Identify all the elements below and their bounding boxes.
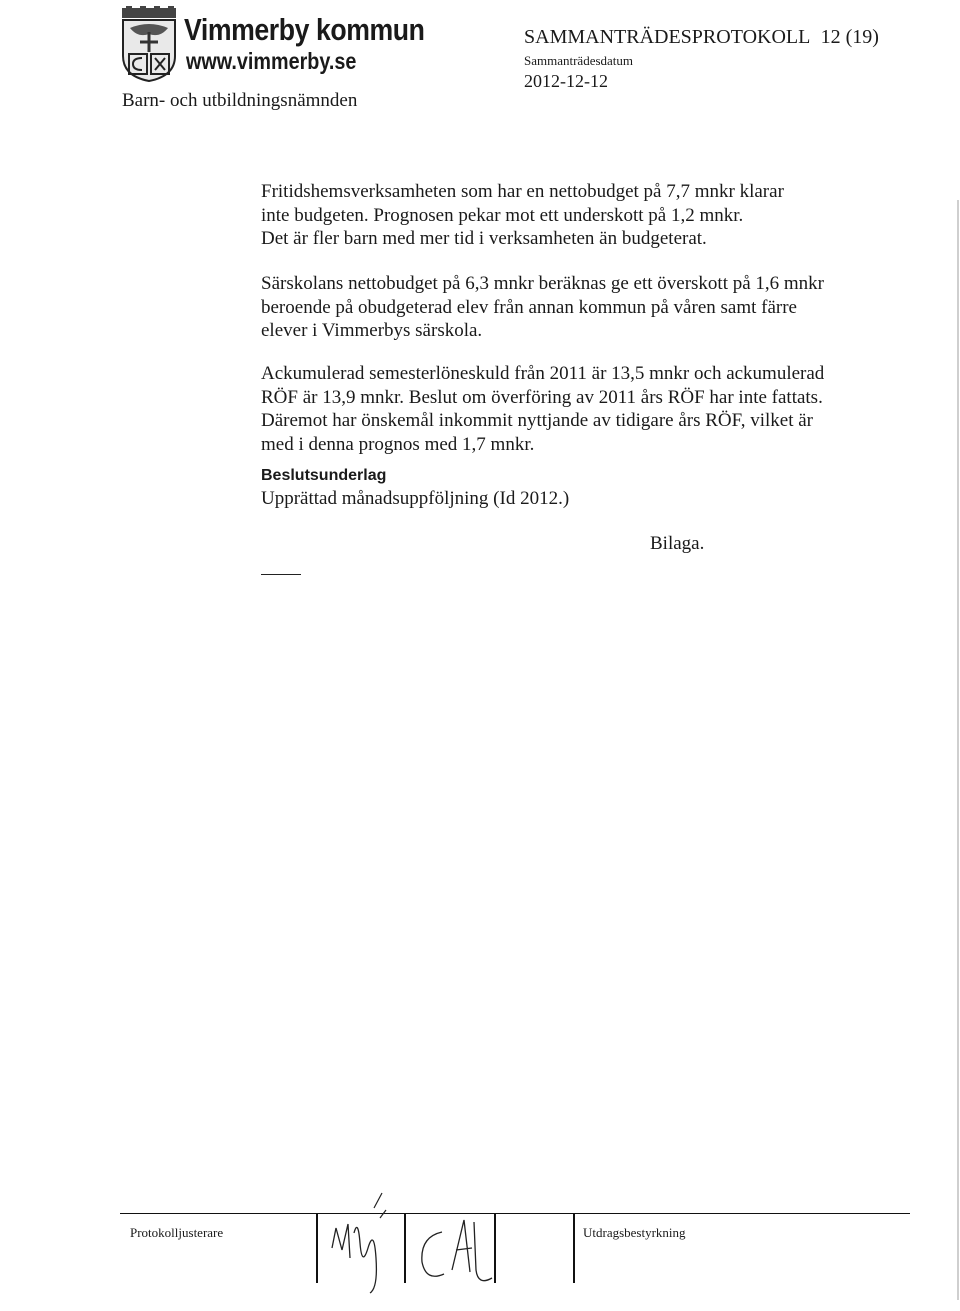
- basis-text: Upprättad månadsuppföljning (Id 2012.): [261, 488, 570, 509]
- org-name: Vimmerby kommun: [184, 12, 425, 47]
- page-number: 12 (19): [820, 26, 879, 48]
- basis-heading: Beslutsunderlag: [261, 467, 387, 484]
- signature-initials-2: [412, 1212, 494, 1292]
- signature-initials-1: [324, 1188, 400, 1298]
- short-divider: [261, 574, 301, 575]
- footer-divider: [120, 1213, 910, 1214]
- footer-adjuster-label: Protokolljusterare: [130, 1225, 224, 1240]
- document-title-text: SAMMANTRÄDESPROTOKOLL: [524, 26, 810, 48]
- committee-name: Barn- och utbildningsnämnden: [122, 90, 358, 111]
- footer-column-divider: [316, 1213, 318, 1283]
- date-label: Sammanträdesdatum: [524, 53, 634, 68]
- text-line: Det är fler barn med mer tid i verksamheten än budgeterat.: [261, 228, 707, 249]
- footer-column-divider: [494, 1213, 496, 1283]
- scan-edge-line: [957, 200, 959, 1300]
- crest-logo: [120, 6, 178, 82]
- text-line: Särskolans nettobudget på 6,3 mnkr beräknas ge ett överskott på 1,6 mnkr: [261, 273, 825, 294]
- footer-certification-label: Utdragsbestyrkning: [583, 1225, 686, 1240]
- text-line: beroende på obudgeterad elev från annan kommun på våren samt färre: [261, 296, 797, 318]
- text-line: inte budgeten. Prognosen pekar mot ett underskott på 1,2 mnkr.: [261, 204, 744, 226]
- text-line: elever i Vimmerbys särskola.: [261, 320, 483, 341]
- paragraph-1: [261, 180, 861, 251]
- attachment-label: Bilaga.: [650, 533, 705, 554]
- paragraph-2: [261, 272, 861, 343]
- paragraph-3: [261, 362, 861, 456]
- footer-column-divider: [404, 1213, 406, 1283]
- text-line: RÖF är 13,9 mnkr. Beslut om överföring av 2011 års RÖF har inte fattats.: [261, 386, 823, 408]
- text-line: Fritidshemsverksamheten som har en nettobudget på 7,7 mnkr klarar: [261, 181, 784, 202]
- text-line: med i denna prognos med 1,7 mnkr.: [261, 433, 535, 455]
- text-line: Ackumulerad semesterlöneskuld från 2011 är 13,5 mnkr och ackumulerad: [261, 363, 825, 384]
- document-title: [524, 26, 879, 49]
- text-line: Däremot har önskemål inkommit nyttjande av tidigare års RÖF, vilket är: [261, 410, 813, 431]
- footer-column-divider: [573, 1213, 575, 1283]
- date-value: 2012-12-12: [524, 71, 608, 91]
- org-url[interactable]: www.vimmerby.se: [186, 48, 357, 74]
